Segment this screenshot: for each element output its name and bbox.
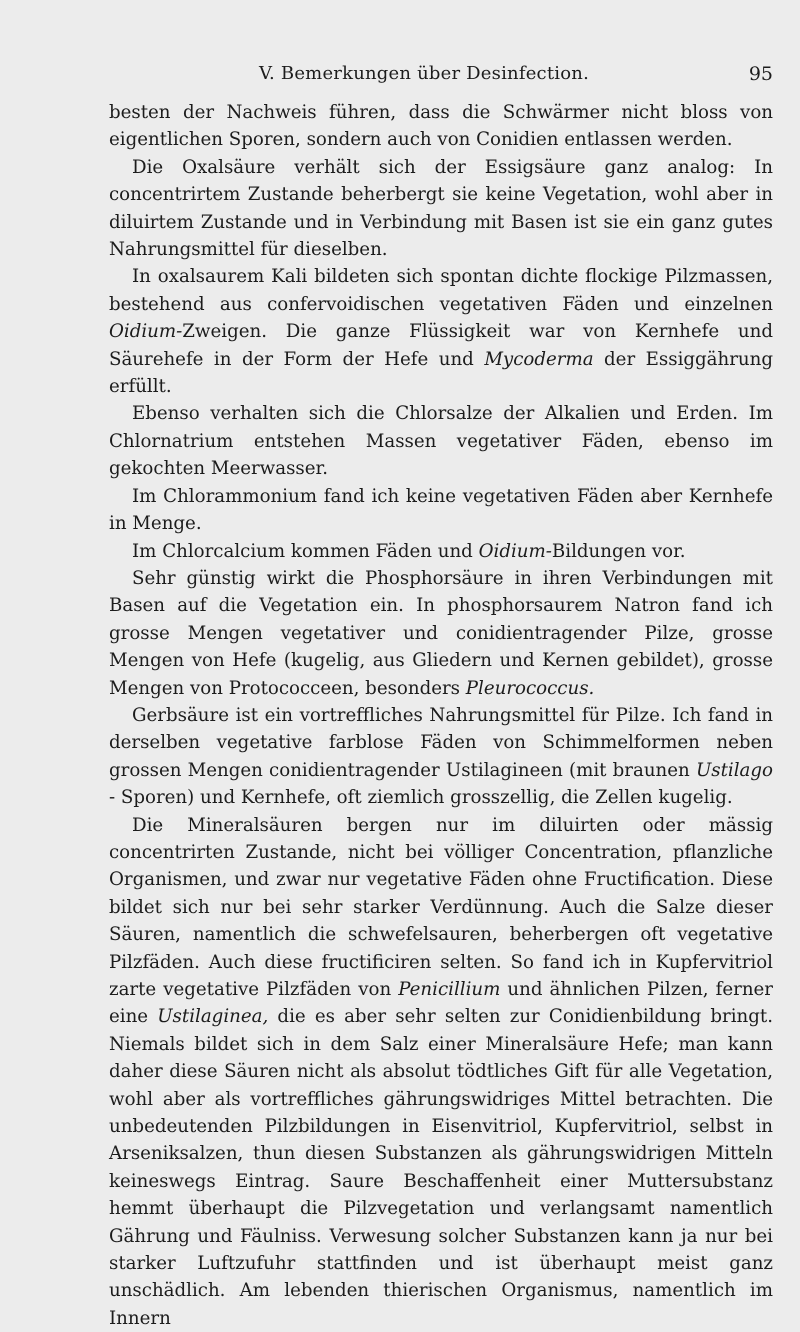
italic-term: Ustilago xyxy=(695,759,773,781)
paragraph xyxy=(109,565,773,702)
paragraph xyxy=(109,812,773,1332)
italic-term: Ustilaginea, xyxy=(157,1006,269,1028)
text-run: Die Oxalsäure verhält sich der Essigsäure ganz analog: In concentrirtem Zustande beherbergt sie keine Vegetation, wohl aber in diluirtem Zustande und in Verbindung mit Basen ist sie ein ganz gutes Nahrungsmittel für dieselben. xyxy=(109,156,773,261)
paragraph xyxy=(109,263,773,400)
text-run: Im Chlorcalcium kommen Fäden und xyxy=(132,540,479,562)
text-run: Ebenso verhalten sich die Chlorsalze der Alkalien und Erden. Im Chlornatrium entstehen Massen vegetativer Fäden, ebenso im gekochten Meerwasser. xyxy=(109,403,773,480)
text-run: Zweigen. Die ganze Flüssigkeit war von Kernhefe und Säurehefe in der Form der Hefe und xyxy=(109,321,773,370)
paragraph xyxy=(109,483,773,538)
running-head xyxy=(109,62,773,86)
italic-term: Penicillium xyxy=(398,979,501,1000)
paragraph xyxy=(109,702,773,812)
text-run: Im Chlorammonium fand ich keine vegetativen Fäden aber Kernhefe in Menge. xyxy=(109,485,773,535)
text-run: In oxalsaurem Kali bildeten sich spontan dichte flockige Pilzmassen, bestehend aus confervoidischen vegetativen Fäden und einzelnen xyxy=(109,266,773,315)
text-run: und ähnlichen Pilzen, ferner eine xyxy=(109,979,773,1028)
paragraph xyxy=(109,99,773,154)
paragraph xyxy=(109,154,773,264)
text-run: Sehr günstig wirkt die Phosphorsäure in ihren Verbindungen mit Basen auf die Vegetation ein. In phosphorsaurem Natron fand ich grosse Mengen vegetativer und conidientragender Pilze, grosse Mengen von Hefe (kugelig, aus Gliedern und Kernen gebildet), grosse Mengen von Protococceen, besonders xyxy=(109,567,773,699)
text-run: der Essiggährung erfüllt. xyxy=(109,348,773,398)
italic-term: Mycoderma xyxy=(484,348,594,370)
text-run: besten der Nachweis führen, dass die Schwärmer nicht bloss von eigentlichen Sporen, sondern auch von Conidien entlassen werden. xyxy=(109,102,773,151)
paragraph xyxy=(109,400,773,482)
italic-term: Pleurococcus. xyxy=(465,677,595,699)
paragraph xyxy=(109,538,773,565)
chapter-title: V. Bemerkungen über Desinfection. xyxy=(259,63,589,84)
text-run: Gerbsäure ist ein vortreffliches Nahrungsmittel für Pilze. Ich fand in derselben vegetative farblose Fäden von Schimmelformen neben grossen Mengen conidientragender Ustilagineen (mit braunen xyxy=(109,704,773,781)
text-run: Bildungen vor. xyxy=(551,540,686,562)
text-run: Die Mineralsäuren bergen nur im diluirten oder mässig concentrirten Zustande, nicht bei völliger Concentration, pflanzliche Organismen, und zwar nur vegetative Fäden ohne Fructification. Diese bildet sich nur bei sehr starker Verdünnung. Auch die Salze dieser Säuren, namentlich die schwefelsauren, beherbergen oft vegetative Pilzfäden. Auch diese fructificiren selten. So fand ich in Kupfervitriol zarte vegetative Pilzfäden von xyxy=(109,814,773,1000)
text-run: die es aber sehr selten zur Conidienbildung bringt. Niemals bildet sich in dem Salz einer Mineralsäure Hefe; man kann daher diese Säuren nicht als absolut tödtliches Gift für alle Vegetation, wohl aber als vortreffliches gährungswidriges Mittel betrachten. Die unbedeutenden Pilzbildungen in Eisenvitriol, Kupfervitriol, selbst in Arseniksalzen, thun diesen Substanzen als gährungswidrigen Mitteln keineswegs Eintrag. Saure Beschaffenheit einer Muttersubstanz hemmt überhaupt die Pilzvegetation und verlangsamt namentlich Gährung und Fäulniss. Verwesung solcher Substanzen kann ja nur bei starker Luftzufuhr stattfinden und ist überhaupt meist ganz unschädlich. Am lebenden thierischen Organismus, namentlich im Innern xyxy=(109,1006,773,1329)
italic-term: Oidium- xyxy=(478,540,552,562)
italic-term: Oidium- xyxy=(109,321,183,343)
page-number: 95 xyxy=(748,63,773,85)
text-run: - Sporen) und Kernhefe, oft ziemlich grosszellig, die Zellen kugelig. xyxy=(109,787,733,809)
body-text xyxy=(109,99,773,1332)
